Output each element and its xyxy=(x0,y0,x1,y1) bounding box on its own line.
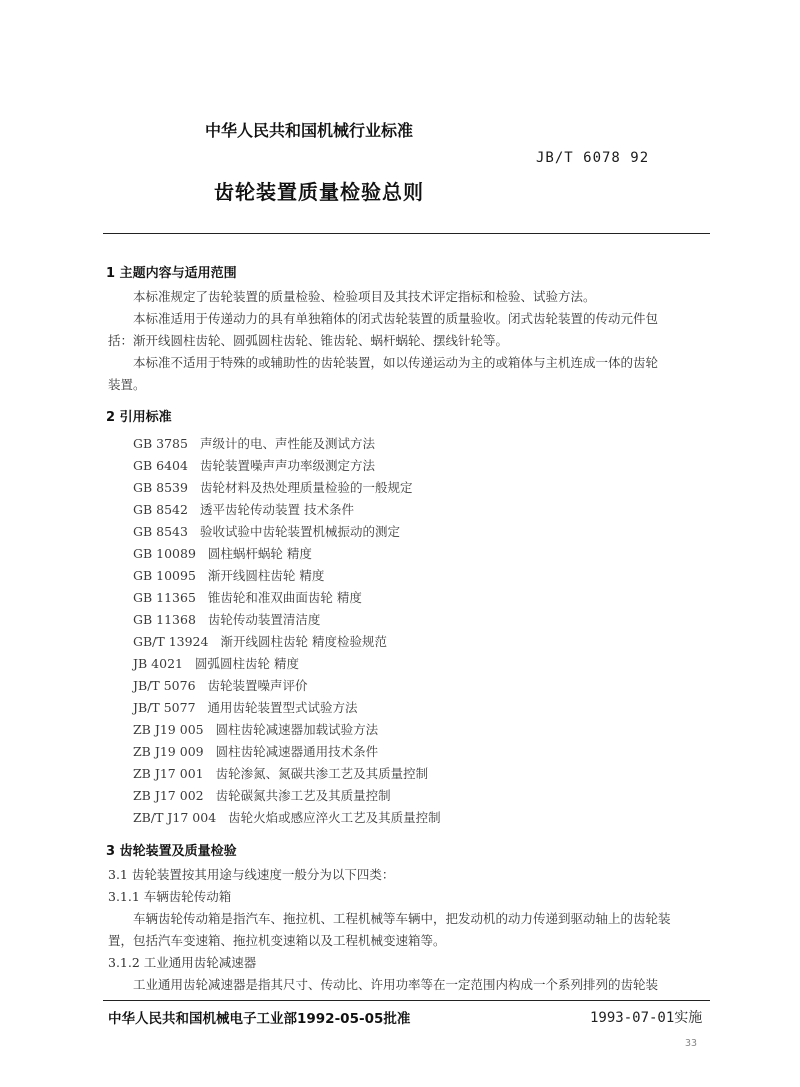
section-1-paragraph-3-line-1: 本标准不适用于特殊的或辅助性的齿轮装置，如以传递运动为主的或箱体与主机连成一体的齿轮 xyxy=(133,355,659,370)
footer-divider xyxy=(103,1000,710,1001)
reference-item: ZB J19 005 圆柱齿轮减速器加载试验方法 xyxy=(133,722,379,737)
reference-item: ZB J19 009 圆柱齿轮减速器通用技术条件 xyxy=(133,744,379,759)
reference-item: GB 11368 齿轮传动装置清洁度 xyxy=(133,612,321,627)
clause-3-1-2-paragraph-line-1: 工业通用齿轮减速器是指其尺寸、传动比、许用功率等在一定范围内构成一个系列排列的齿轮装 xyxy=(133,977,659,992)
reference-item: GB 6404 齿轮装置噪声声功率级测定方法 xyxy=(133,458,375,473)
section-3-heading: 3 齿轮装置及质量检验 xyxy=(106,844,237,859)
clause-3-1-1-heading: 3.1.1 车辆齿轮传动箱 xyxy=(108,889,232,904)
reference-item: GB 8539 齿轮材料及热处理质量检验的一般规定 xyxy=(133,480,413,495)
reference-item: GB/T 13924 渐开线圆柱齿轮 精度检验规范 xyxy=(133,634,387,649)
section-1-paragraph-2-line-2: 括：渐开线圆柱齿轮、圆弧圆柱齿轮、锥齿轮、蜗杆蜗轮、摆线针轮等。 xyxy=(108,333,509,348)
reference-item: GB 8542 透平齿轮传动装置 技术条件 xyxy=(133,502,354,517)
clause-3-1-1-paragraph-line-2: 置，包括汽车变速箱、拖拉机变速箱以及工程机械变速箱等。 xyxy=(108,933,446,948)
section-1-paragraph-2-line-1: 本标准适用于传递动力的具有单独箱体的闭式齿轮装置的质量验收。闭式齿轮装置的传动元件包 xyxy=(133,311,659,326)
clause-3-1-1-paragraph-line-1: 车辆齿轮传动箱是指汽车、拖拉机、工程机械等车辆中，把发动机的动力传递到驱动轴上的齿轮装 xyxy=(133,911,671,926)
reference-item: JB/T 5076 齿轮装置噪声评价 xyxy=(133,678,308,693)
reference-item: ZB J17 002 齿轮碳氮共渗工艺及其质量控制 xyxy=(133,788,391,803)
section-1-heading: 1 主题内容与适用范围 xyxy=(106,266,237,281)
clause-3-1: 3.1 齿轮装置按其用途与线速度一般分为以下四类： xyxy=(108,867,395,882)
reference-item: GB 10089 圆柱蜗杆蜗轮 精度 xyxy=(133,546,312,561)
header-divider xyxy=(103,233,710,234)
effective-date: 1993-07-01实施 xyxy=(590,1010,703,1026)
reference-item: ZB/T J17 004 齿轮火焰或感应淬火工艺及其质量控制 xyxy=(133,810,441,825)
reference-item: JB/T 5077 通用齿轮装置型式试验方法 xyxy=(133,700,358,715)
reference-item: GB 8543 验收试验中齿轮装置机械振动的测定 xyxy=(133,524,400,539)
reference-item: GB 11365 锥齿轮和准双曲面齿轮 精度 xyxy=(133,590,362,605)
standard-number: JB/T 6078 92 xyxy=(536,150,650,166)
issuing-body-title: 中华人民共和国机械行业标准 xyxy=(205,121,414,140)
approval-statement: 中华人民共和国机械电子工业部1992-05-05批准 xyxy=(108,1011,411,1027)
page-number: 33 xyxy=(685,1038,698,1049)
section-2-heading: 2 引用标准 xyxy=(106,410,172,425)
clause-3-1-2-heading: 3.1.2 工业通用齿轮减速器 xyxy=(108,955,257,970)
reference-item: ZB J17 001 齿轮渗氮、氮碳共渗工艺及其质量控制 xyxy=(133,766,429,781)
reference-item: JB 4021 圆弧圆柱齿轮 精度 xyxy=(133,656,299,671)
document-title: 齿轮装置质量检验总则 xyxy=(214,180,424,204)
section-1-paragraph-3-line-2: 装置。 xyxy=(108,377,146,392)
reference-item: GB 3785 声级计的电、声性能及测试方法 xyxy=(133,436,375,451)
section-1-paragraph-1: 本标准规定了齿轮装置的质量检验、检验项目及其技术评定指标和检验、试验方法。 xyxy=(133,289,596,304)
reference-item: GB 10095 渐开线圆柱齿轮 精度 xyxy=(133,568,325,583)
